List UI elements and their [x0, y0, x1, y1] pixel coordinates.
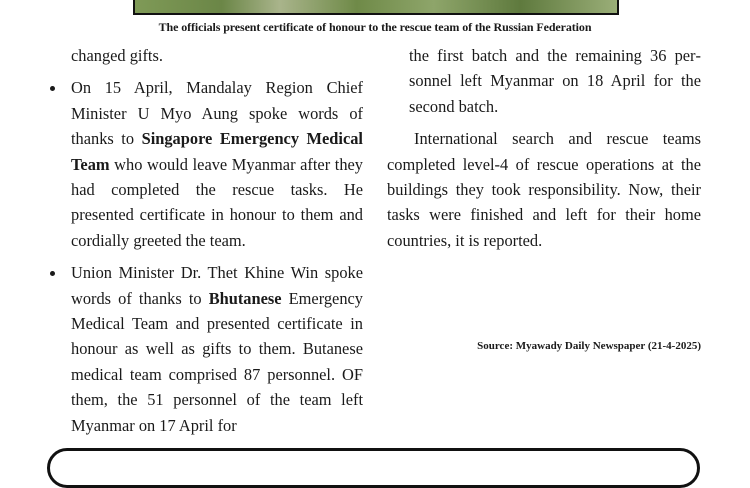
bullet-dot-icon: [50, 271, 55, 276]
bullet-text: who would leave Myanmar after they had completed the rescue tasks. He presented certificate in honour to them and cordially greeted the team.: [71, 154, 363, 250]
left-intro-text: changed gifts.: [71, 46, 163, 65]
bullet-text: Union Minister Dr. Thet Khine Win spoke words of thanks to: [71, 263, 363, 308]
bullet-bold-text: Bhutanese: [208, 288, 282, 308]
bottom-rounded-box: [47, 448, 700, 488]
photo-caption: The officials present certificate of honour to the rescue team of the Russian Federation: [158, 20, 592, 34]
right-paragraph: International search and rescue teams completed level-4 of rescue operations at the buildings they took responsibility. Now, their tasks were finished and left for their home countries, it is reported.: [387, 129, 701, 250]
bullet-text: On 15 April, Mandalay Region Chief Minister U Myo Aung spoke words of thanks to: [71, 78, 363, 149]
bullet-bold-text: Singapore Emergency Medical Team: [71, 129, 363, 174]
photo-rescue-team-certificate: [133, 0, 619, 15]
bullet-dot-icon: [50, 86, 55, 91]
bullet-text: Emergency Medical Team and presented certificate in honour as well as gifts to them. Butanese medical team comprised 87 personnel. OF them, the 51 personnel of the team left Myanmar on 17 April for: [71, 288, 364, 435]
right-continuation-text: the first batch and the remaining 36 personnel left Myanmar on 18 April for the second batch.: [409, 46, 701, 116]
left-column: [71, 43, 363, 438]
bullet-item-bhutan: [71, 260, 363, 438]
bullet-list: [71, 75, 363, 438]
bullet-item-singapore: [71, 75, 363, 253]
right-column: [387, 43, 701, 253]
source-credit: Source: Myawady Daily Newspaper (21-4-2025): [477, 340, 701, 352]
